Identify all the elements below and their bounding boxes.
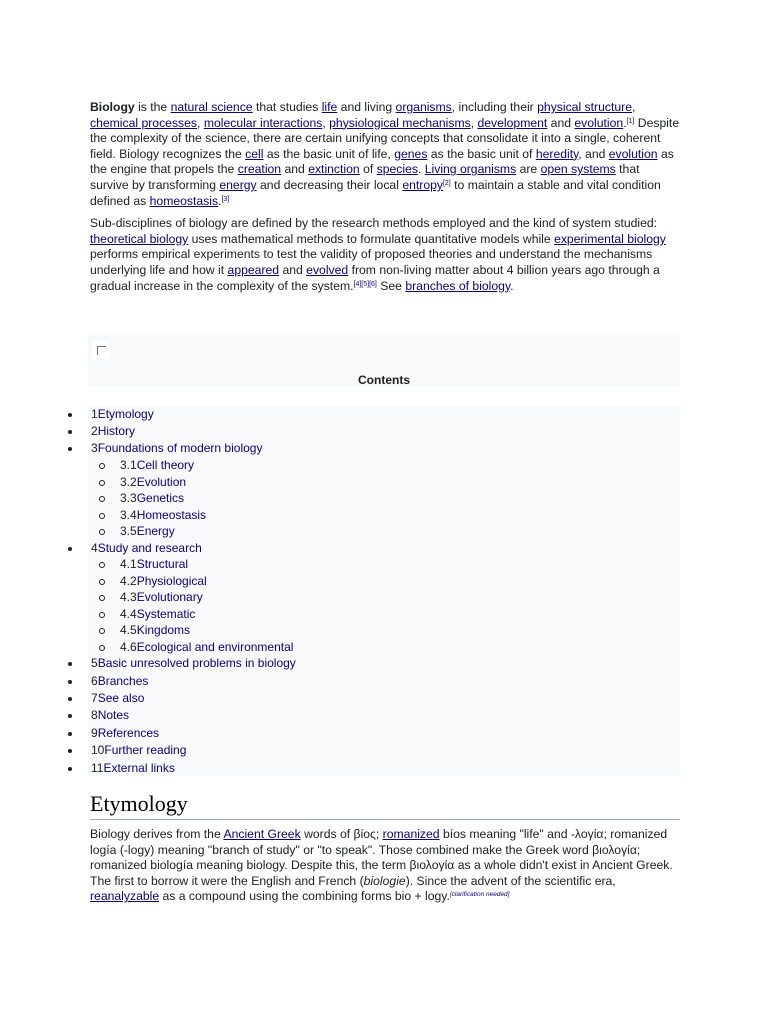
circle-bullet-icon <box>99 595 105 601</box>
link-experimental-biology[interactable]: experimental biology <box>554 231 666 246</box>
bullet-icon <box>68 662 72 666</box>
text: . <box>510 278 514 293</box>
circle-bullet-icon <box>99 513 105 519</box>
link-open-systems[interactable]: open systems <box>540 162 616 177</box>
text: as the engine that propels the <box>90 146 674 177</box>
text: , <box>470 115 478 130</box>
text: . <box>623 115 627 130</box>
circle-bullet-icon <box>99 463 105 469</box>
text: is the <box>134 100 171 114</box>
link-physical-structure[interactable]: physical structure <box>537 100 632 114</box>
text: , <box>322 115 330 130</box>
link-extinction[interactable]: extinction <box>308 162 360 177</box>
bullet-icon <box>68 430 72 434</box>
toc-link[interactable]: Kingdoms <box>136 623 191 637</box>
bullet-icon <box>68 749 72 753</box>
broken-image-icon <box>92 341 110 359</box>
bullet-icon <box>68 447 72 451</box>
toc-number: 8 <box>91 708 98 722</box>
text: Biology derives from the <box>90 827 224 841</box>
citation-link[interactable]: [2] <box>442 179 451 187</box>
text: and decreasing their local <box>256 177 403 192</box>
bullet-icon <box>68 413 72 417</box>
text: and <box>279 262 307 277</box>
toc-link[interactable]: Foundations of modern biology <box>97 441 263 455</box>
link-natural-science[interactable]: natural science <box>170 100 253 114</box>
toc-number: 6 <box>91 673 98 688</box>
toc-number: 9 <box>91 725 98 740</box>
toc-link[interactable]: See also <box>97 691 145 705</box>
circle-bullet-icon <box>99 612 105 618</box>
link-reanalyzable[interactable]: reanalyzable <box>90 889 160 904</box>
text: and <box>547 115 575 130</box>
toc-number: 3.3 <box>120 491 137 505</box>
toc-link[interactable]: Energy <box>136 524 175 538</box>
toc-link[interactable]: Further reading <box>104 743 187 757</box>
text: from non-living matter about 4 billion years ago through a gradual increase in the complexity of the system. <box>90 262 660 293</box>
link-appeared[interactable]: appeared <box>227 262 280 277</box>
link-organisms[interactable]: organisms <box>395 100 452 114</box>
text: ). Since the advent of the scientific era, <box>405 873 616 888</box>
circle-bullet-icon <box>99 579 105 585</box>
toc-number: 4 <box>91 540 98 555</box>
bold-term: Biology <box>90 100 135 114</box>
toc-link[interactable]: Structural <box>136 557 189 571</box>
toc-link[interactable]: Physiological <box>136 573 207 588</box>
text: to maintain a stable and vital condition defined as <box>90 177 661 208</box>
text: that survive by transforming <box>90 162 640 192</box>
intro-paragraph-2 <box>90 216 680 294</box>
toc-number: 4.3 <box>120 590 137 604</box>
link-theoretical-biology[interactable]: theoretical biology <box>90 231 189 246</box>
link-life[interactable]: life <box>321 100 338 114</box>
link-branches-of-biology[interactable]: branches of biology <box>405 278 511 293</box>
link-entropy[interactable]: entropy <box>402 177 443 192</box>
link-molecular-interactions[interactable]: molecular interactions <box>203 115 323 130</box>
toc-link[interactable]: Study and research <box>97 540 202 555</box>
intro-paragraph-1 <box>90 100 680 209</box>
circle-bullet-icon <box>99 562 105 568</box>
toc-number: 4.1 <box>120 557 137 571</box>
link-ancient-greek[interactable]: Ancient Greek <box>223 827 301 841</box>
toc-link[interactable]: Evolution <box>136 474 187 489</box>
circle-bullet-icon <box>99 480 105 486</box>
toc-number: 4.2 <box>120 573 137 588</box>
circle-bullet-icon <box>99 529 105 535</box>
clarification-needed-link[interactable]: [clarification needed] <box>449 891 510 899</box>
link-evolution-2[interactable]: evolution <box>608 146 658 161</box>
link-living-organisms[interactable]: Living organisms <box>424 162 517 177</box>
toc-link[interactable]: Homeostasis <box>136 507 207 522</box>
link-creation[interactable]: creation <box>237 162 282 177</box>
toc-link[interactable]: References <box>97 725 160 740</box>
toc-link[interactable]: Genetics <box>136 491 185 505</box>
bullet-icon <box>68 732 72 736</box>
text: . <box>218 193 222 208</box>
citation-link[interactable]: [1] <box>626 117 635 125</box>
link-heredity[interactable]: heredity <box>535 146 579 161</box>
text: and <box>281 162 309 177</box>
citation-link[interactable]: [4][5][6] <box>353 280 377 288</box>
link-genes[interactable]: genes <box>394 146 428 161</box>
text: as a compound using the combining forms bio + logy. <box>159 889 450 904</box>
toc-link[interactable]: Ecological and environmental <box>136 639 294 654</box>
text: Despite the complexity of the science, there are certain unifying concepts that consolidate it into a single, coherent field. Biology recognizes the <box>90 115 680 161</box>
text: See <box>376 278 406 293</box>
section-heading-etymology: Etymology <box>90 790 680 820</box>
toc-number: 11 <box>91 760 104 775</box>
toc-number: 3 <box>91 441 98 455</box>
text: , including their <box>451 100 538 114</box>
text: are <box>516 162 541 177</box>
toc-number: 3.2 <box>120 474 137 489</box>
link-romanized[interactable]: romanized <box>382 827 440 841</box>
toc-link[interactable]: Etymology <box>97 407 154 421</box>
toc-number: 2 <box>91 424 98 438</box>
bullet-icon <box>68 714 72 718</box>
link-chemical-processes[interactable]: chemical processes <box>90 115 198 130</box>
toc-number: 5 <box>91 656 98 670</box>
circle-bullet-icon <box>99 496 105 502</box>
text: performs empirical experiments to test the validity of proposed theories and understand the mechanisms underlying life and how it <box>90 247 653 277</box>
link-species[interactable]: species <box>376 162 418 177</box>
text: and living <box>337 100 396 114</box>
toc-number: 4.4 <box>120 606 137 621</box>
toc-title: Contents <box>358 373 410 387</box>
text: , <box>631 100 636 114</box>
link-physiological-mechanisms[interactable]: physiological mechanisms <box>329 115 471 130</box>
toc-header <box>88 335 680 387</box>
text: uses mathematical methods to formulate quantitative models while <box>188 231 555 246</box>
toc-number: 3.5 <box>120 524 137 538</box>
bullet-icon <box>68 767 72 771</box>
citation-link[interactable]: [3] <box>221 195 230 203</box>
toc-link[interactable]: External links <box>103 760 175 775</box>
toc-number: 1 <box>91 407 98 421</box>
bullet-icon <box>68 697 72 701</box>
toc-number: 3.4 <box>120 507 137 522</box>
text: as the basic unit of life, <box>263 146 395 161</box>
link-evolution[interactable]: evolution <box>574 115 624 130</box>
circle-bullet-icon <box>99 645 105 651</box>
circle-bullet-icon <box>99 628 105 634</box>
bullet-icon <box>68 547 72 551</box>
link-cell[interactable]: cell <box>245 146 264 161</box>
bullet-icon <box>68 680 72 684</box>
toc-number: 10 <box>91 743 105 757</box>
toc-number: 4.5 <box>120 623 137 637</box>
toc-link[interactable]: Cell theory <box>136 458 195 472</box>
toc-list <box>88 406 680 776</box>
text: , and <box>578 146 609 161</box>
text: , <box>197 115 204 130</box>
toc-link[interactable]: Notes <box>97 708 130 722</box>
link-evolved[interactable]: evolved <box>306 262 349 277</box>
toc-link[interactable]: Branches <box>97 673 149 688</box>
toc-number: 4.6 <box>120 639 137 654</box>
toc-number: 7 <box>91 691 98 705</box>
link-homeostasis[interactable]: homeostasis <box>149 193 219 208</box>
toc-link[interactable]: Systematic <box>136 606 196 621</box>
article-intro <box>90 100 680 301</box>
text: bíos meaning "life" and -λογία; romanized logía (-logy) meaning "branch of study" or "to speak". Those combined make the Greek word βιολογία; romanized biología meaning biology. Despite this, the term βιολογία as a whole didn't exist in Ancient Greek. The first to borrow it were the English and French ( <box>90 827 673 888</box>
link-energy[interactable]: energy <box>219 177 257 192</box>
toc-number: 3.1 <box>120 458 137 472</box>
etymology-paragraph <box>90 827 682 905</box>
text: Sub-disciplines of biology are defined by the research methods employed and the kind of system studied: <box>90 216 658 231</box>
text: words of βίος; <box>300 827 383 841</box>
text: of <box>359 162 377 177</box>
toc-link[interactable]: Evolutionary <box>136 590 203 604</box>
toc-link[interactable]: Basic unresolved problems in biology <box>97 656 296 670</box>
text: that studies <box>252 100 322 114</box>
link-development[interactable]: development <box>477 115 548 130</box>
toc-link[interactable]: History <box>97 424 136 438</box>
text: . <box>417 162 425 177</box>
italic-term: biologie <box>363 873 406 888</box>
text: as the basic unit of <box>427 146 536 161</box>
